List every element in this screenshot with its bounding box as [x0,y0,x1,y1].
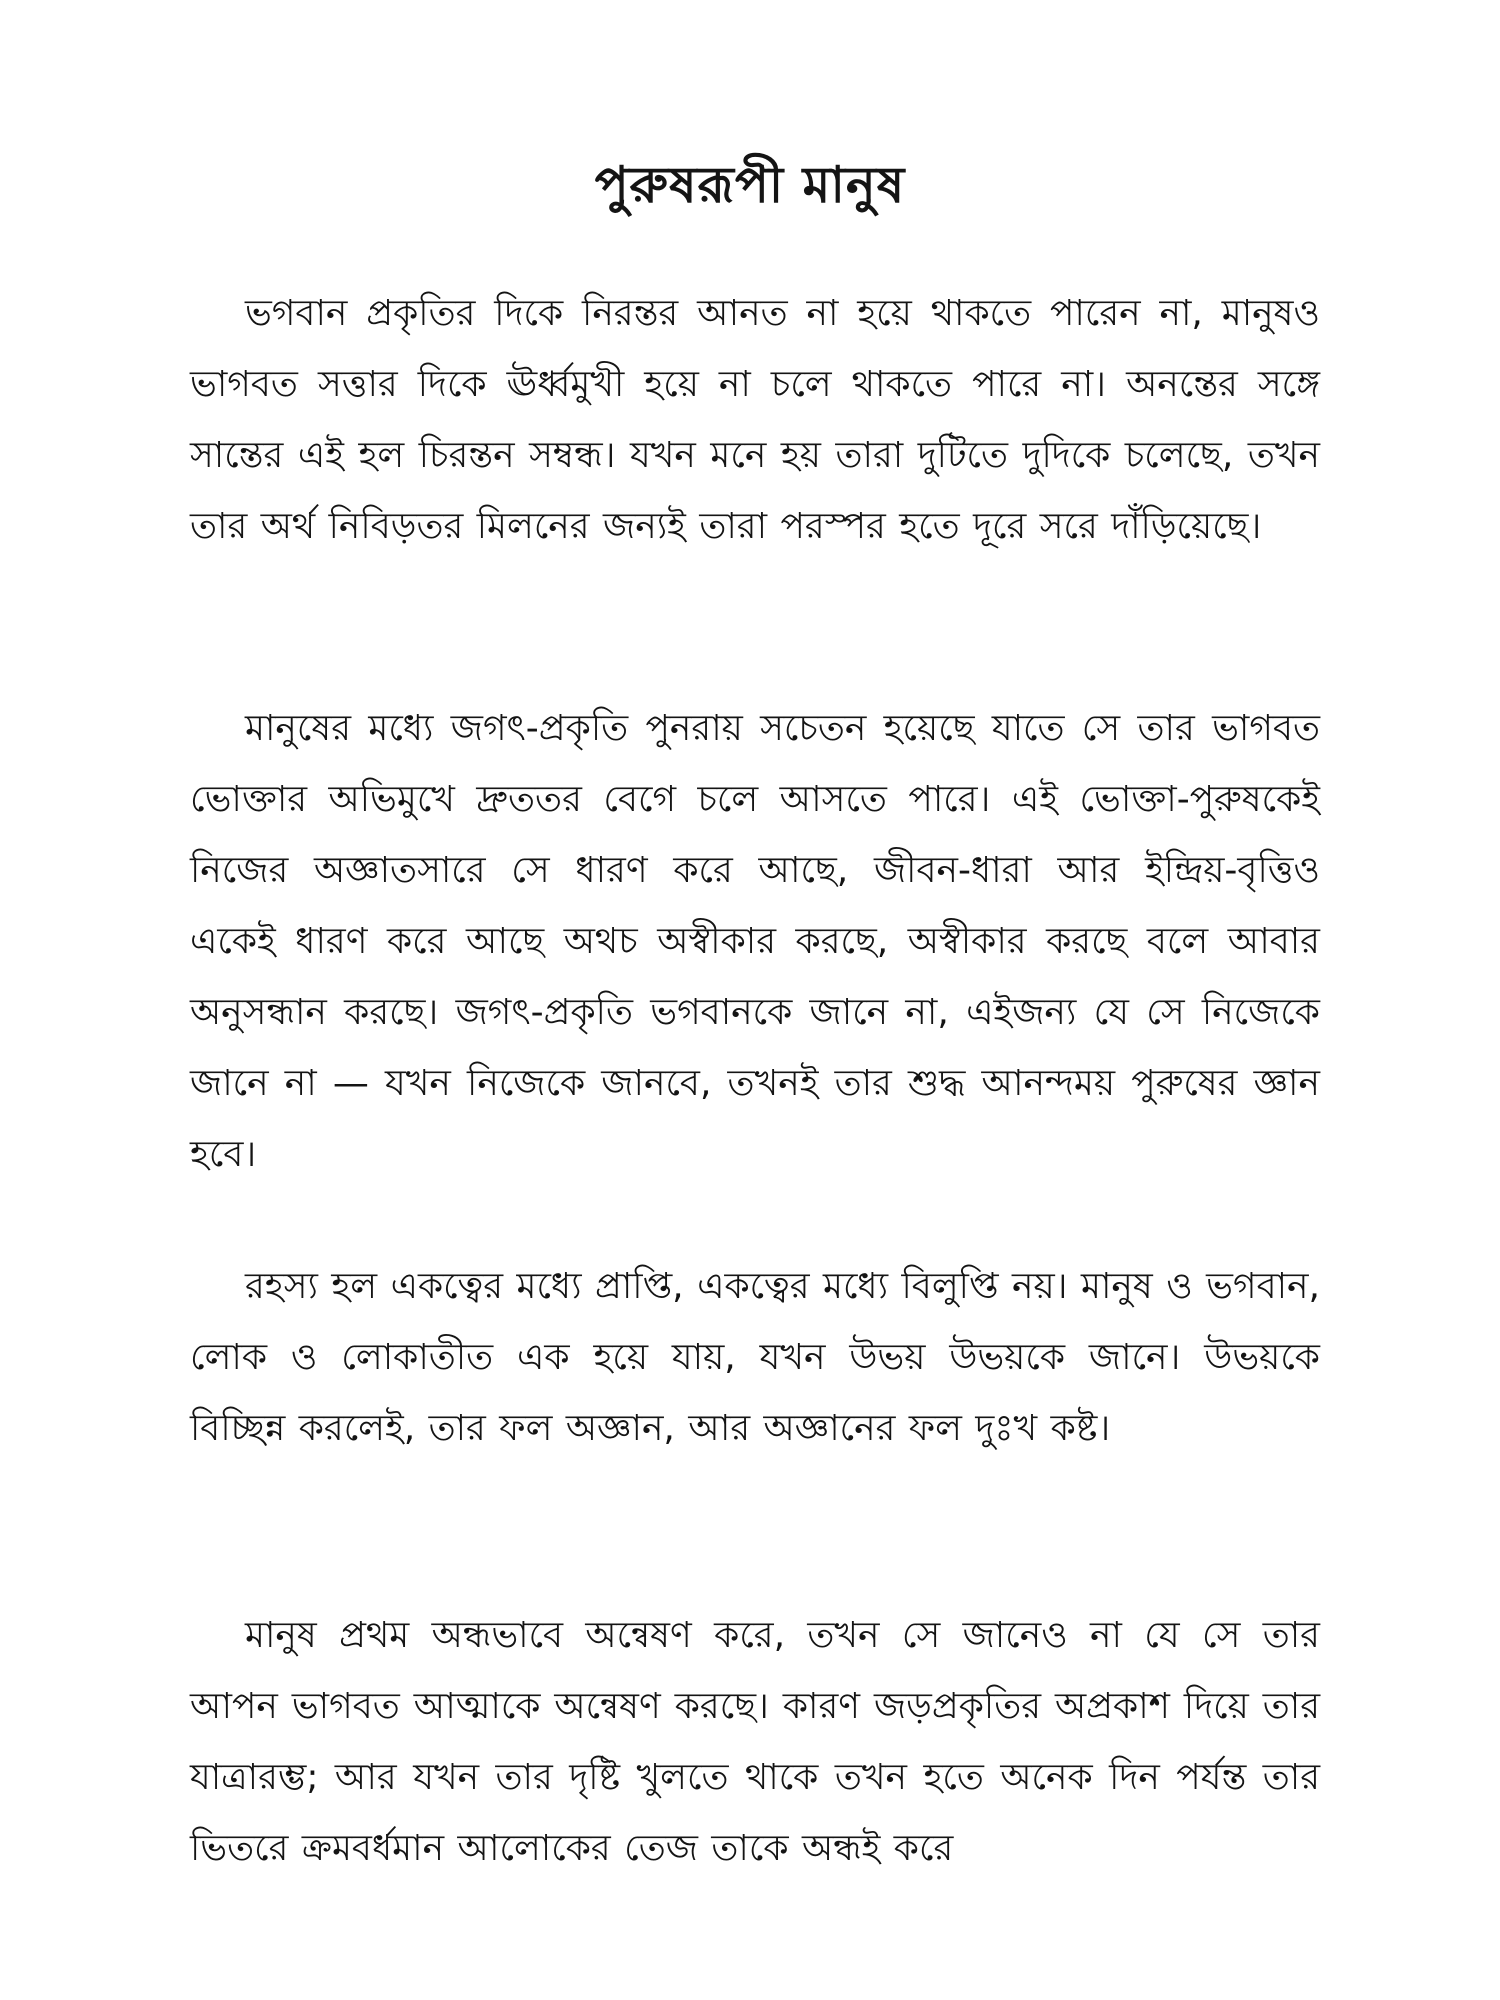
paragraph-text: মানুষের মধ্যে জগৎ-প্রকৃতি পুনরায় সচেতন হয়েছে যাতে সে তার ভাগবত ভোক্তার অভিমুখে দ্রুততর বেগে চলে আসতে পারে। এই ভোক্তা-পুরুষকেই নিজের অজ্ঞাতসারে সে ধারণ করে আছে, জীবন-ধারা আর ইন্দ্রিয়-বৃত্তিও একেই ধারণ করে আছে অথচ অস্বীকার করছে, অস্বীকার করছে বলে আবার অনুসন্ধান করছে। জগৎ-প্রকৃতি ভগবানকে জানে না, এইজন্য যে সে নিজেকে জানে না — যখন নিজেকে জানবে, তখনই তার শুদ্ধ আনন্দময় পুরুষের জ্ঞান হবে। [190,708,1320,1175]
paragraph-text: মানুষ প্রথম অন্ধভাবে অন্বেষণ করে, তখন সে জানেও না যে সে তার আপন ভাগবত আত্মাকে অন্বেষণ করছে। কারণ জড়প্রকৃতির অপ্রকাশ দিয়ে তার যাত্রারম্ভ; আর যখন তার দৃষ্টি খুলতে থাকে তখন হতে অনেক দিন পর্যন্ত তার ভিতরে ক্রমবর্ধমান আলোকের তেজ তাকে অন্ধই করে [190,1615,1320,1869]
paragraph-text: ভগবান প্রকৃতির দিকে নিরন্তর আনত না হয়ে থাকতে পারেন না, মানুষও ভাগবত সত্তার দিকে ঊর্ধ্বমুখী হয়ে না চলে থাকতে পারে না। অনন্তের সঙ্গে সান্তের এই হল চিরন্তন সম্বন্ধ। যখন মনে হয় তারা দুটিতে দুদিকে চলেছে, তখন তার অর্থ নিবিড়তর মিলনের জন্যই তারা পরস্পর হতে দূরে সরে দাঁড়িয়েছে। [190,293,1320,547]
paragraph-3 [190,1251,1320,1464]
paragraph-1 [190,278,1320,562]
paragraph-4 [190,1600,1320,1884]
paragraph-2 [190,693,1320,1190]
paragraph-text: রহস্য হল একত্বের মধ্যে প্রাপ্তি, একত্বের মধ্যে বিলুপ্তি নয়। মানুষ ও ভগবান, লোক ও লোকাতীত এক হয়ে যায়, যখন উভয় উভয়কে জানে। উভয়কে বিচ্ছিন্ন করলেই, তার ফল অজ্ঞান, আর অজ্ঞানের ফল দুঃখ কষ্ট। [190,1266,1320,1449]
page-title: পুরুষরূপী মানুষ [594,156,906,214]
